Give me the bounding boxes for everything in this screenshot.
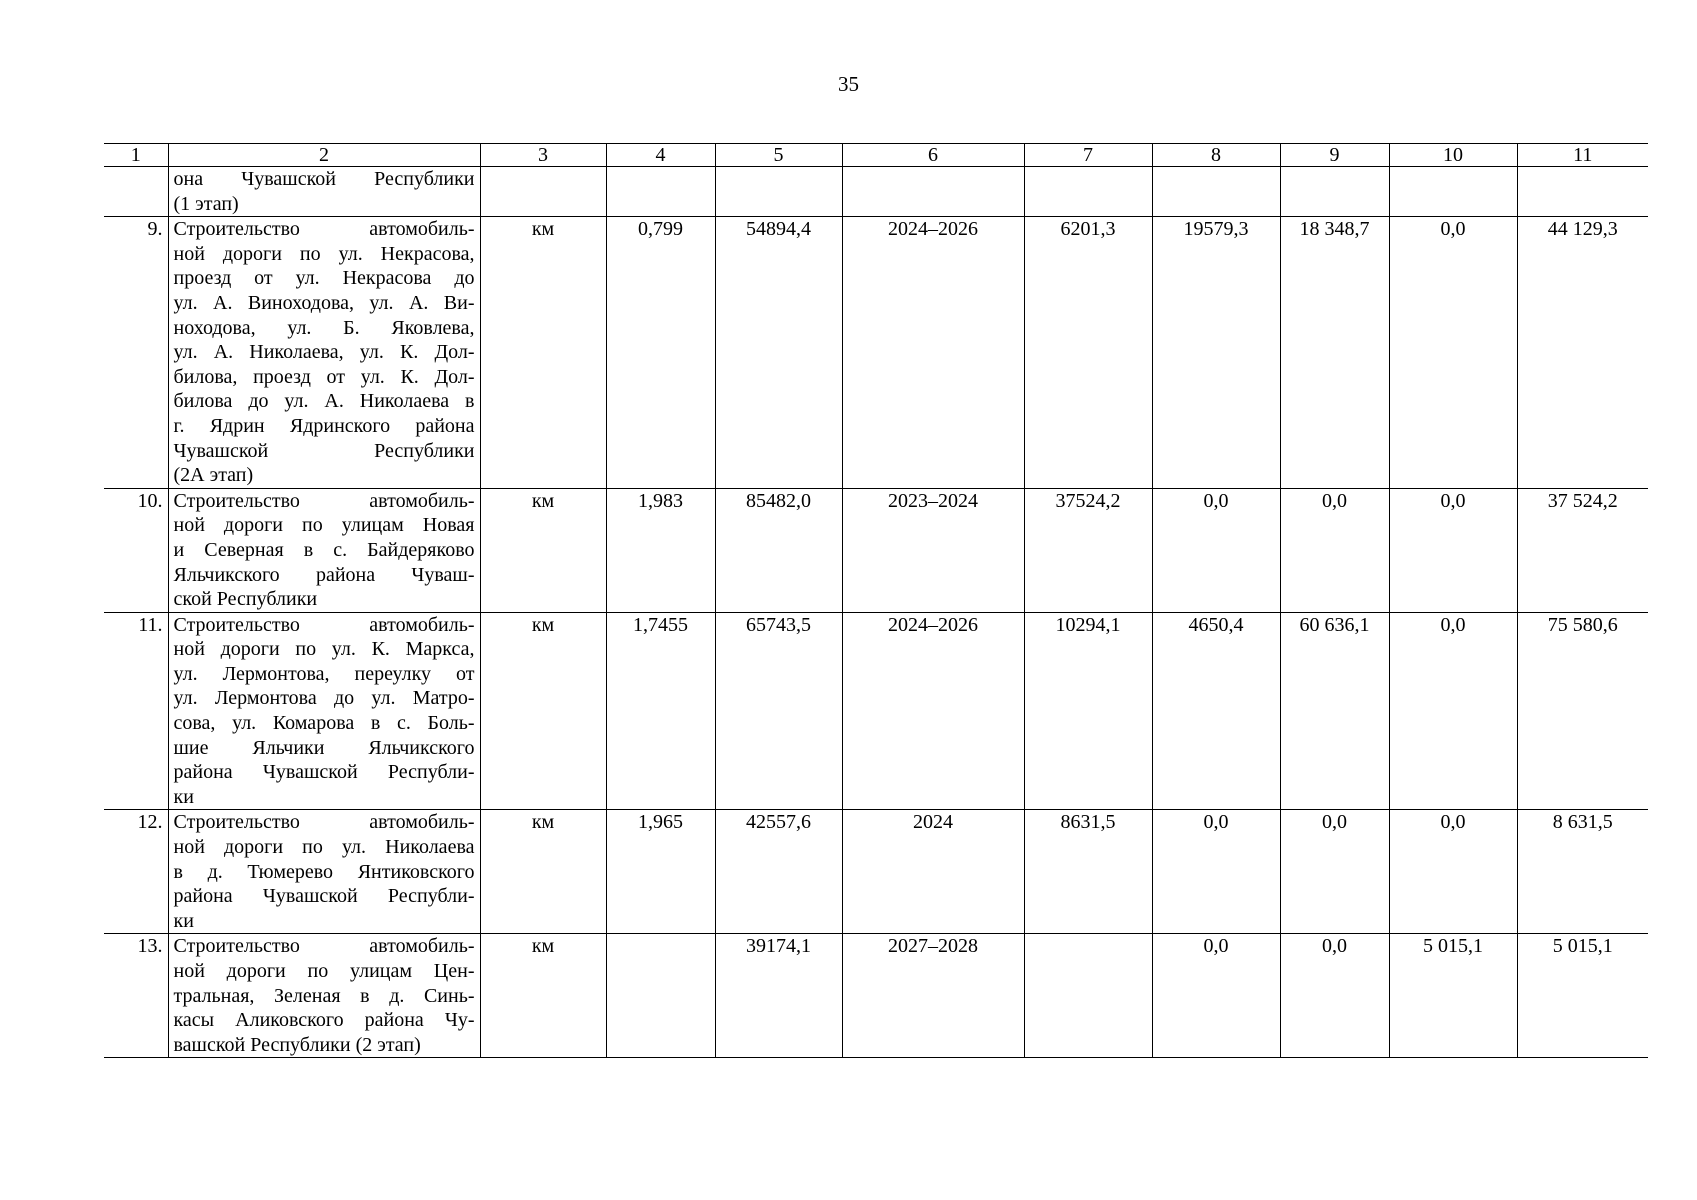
object-name bbox=[168, 612, 480, 810]
object-name-line: ул. А. Виноходова, ул. А. Ви- bbox=[173, 291, 475, 314]
col10-cell bbox=[1389, 167, 1517, 217]
col8-cell: 19579,3 bbox=[1152, 217, 1280, 489]
object-name-line: в д. Тюмерево Янтиковского bbox=[173, 860, 475, 883]
object-name-line: (1 этап) bbox=[173, 192, 239, 215]
object-name-line: касы Аликовского района Чу- bbox=[173, 1009, 475, 1032]
period-cell bbox=[842, 167, 1024, 217]
col8-cell: 0,0 bbox=[1152, 488, 1280, 612]
column-header-8: 8 bbox=[1152, 144, 1280, 167]
row-number: 11. bbox=[104, 612, 168, 810]
col11-cell: 37 524,2 bbox=[1517, 488, 1648, 612]
col8-cell bbox=[1152, 167, 1280, 217]
cost-cell: 85482,0 bbox=[715, 488, 842, 612]
unit-cell: км bbox=[480, 810, 606, 934]
cost-cell: 42557,6 bbox=[715, 810, 842, 934]
length-cell bbox=[606, 167, 715, 217]
cost-cell bbox=[715, 167, 842, 217]
unit-cell: км bbox=[480, 217, 606, 489]
column-header-9: 9 bbox=[1280, 144, 1389, 167]
col11-cell: 5 015,1 bbox=[1517, 934, 1648, 1058]
column-header-6: 6 bbox=[842, 144, 1024, 167]
table-row bbox=[104, 217, 1648, 489]
object-name-line: ной дороги по улицам Новая bbox=[173, 514, 475, 537]
col7-cell bbox=[1024, 167, 1152, 217]
object-name-line: ной дороги по ул. Николаева bbox=[173, 836, 475, 859]
period-cell: 2027–2028 bbox=[842, 934, 1024, 1058]
object-name-line: ноходова, ул. Б. Яковлева, bbox=[173, 316, 475, 339]
unit-cell: км bbox=[480, 612, 606, 810]
object-name-line: района Чувашской Республи- bbox=[173, 761, 475, 784]
col8-cell: 4650,4 bbox=[1152, 612, 1280, 810]
unit-cell bbox=[480, 167, 606, 217]
object-name-line: она Чувашской Республики bbox=[173, 168, 475, 190]
object-name-line: ной дороги по ул. К. Маркса, bbox=[173, 638, 475, 661]
header-row bbox=[104, 144, 1648, 167]
period-cell: 2024–2026 bbox=[842, 612, 1024, 810]
object-name-line: шие Яльчики Яльчикского bbox=[173, 736, 475, 759]
object-name-line: вашской Республики (2 этап) bbox=[173, 1033, 421, 1056]
col7-cell: 8631,5 bbox=[1024, 810, 1152, 934]
table-row bbox=[104, 488, 1648, 612]
col9-cell: 0,0 bbox=[1280, 934, 1389, 1058]
object-name-line: ул. Лермонтова, переулку от bbox=[173, 662, 475, 685]
object-name bbox=[168, 167, 480, 217]
length-cell: 0,799 bbox=[606, 217, 715, 489]
col7-cell bbox=[1024, 934, 1152, 1058]
unit-cell: км bbox=[480, 488, 606, 612]
data-table bbox=[104, 143, 1648, 1058]
object-name bbox=[168, 810, 480, 934]
object-name-line: тральная, Зеленая в д. Синь- bbox=[173, 984, 475, 1007]
table-body bbox=[104, 167, 1648, 1058]
object-name-line: ской Республики bbox=[173, 588, 318, 611]
object-name-line: ки bbox=[173, 909, 194, 932]
column-header-4: 4 bbox=[606, 144, 715, 167]
object-name-line: ной дороги по ул. Некрасова, bbox=[173, 242, 475, 265]
length-cell: 1,965 bbox=[606, 810, 715, 934]
col11-cell: 8 631,5 bbox=[1517, 810, 1648, 934]
col9-cell bbox=[1280, 167, 1389, 217]
column-header-3: 3 bbox=[480, 144, 606, 167]
page-number: 35 bbox=[838, 72, 859, 96]
column-header-2: 2 bbox=[168, 144, 480, 167]
object-name-line: Чувашской Республики bbox=[173, 439, 475, 462]
col11-cell: 44 129,3 bbox=[1517, 217, 1648, 489]
object-name-line: Яльчикского района Чуваш- bbox=[173, 563, 475, 586]
col9-cell: 0,0 bbox=[1280, 488, 1389, 612]
table-row bbox=[104, 934, 1648, 1058]
row-number: 10. bbox=[104, 488, 168, 612]
col10-cell: 0,0 bbox=[1389, 217, 1517, 489]
length-cell: 1,7455 bbox=[606, 612, 715, 810]
col9-cell: 0,0 bbox=[1280, 810, 1389, 934]
col10-cell: 0,0 bbox=[1389, 488, 1517, 612]
cost-cell: 39174,1 bbox=[715, 934, 842, 1058]
object-name-line: Строительство автомобиль- bbox=[173, 613, 475, 636]
object-name-line: билова до ул. А. Николаева в bbox=[173, 390, 475, 413]
object-name-line: Строительство автомобиль- bbox=[173, 218, 475, 241]
object-name bbox=[168, 488, 480, 612]
length-cell: 1,983 bbox=[606, 488, 715, 612]
col9-cell: 60 636,1 bbox=[1280, 612, 1389, 810]
object-name-line: ной дороги по улицам Цен- bbox=[173, 960, 475, 982]
col7-cell: 37524,2 bbox=[1024, 488, 1152, 612]
length-cell bbox=[606, 934, 715, 1058]
col10-cell: 0,0 bbox=[1389, 612, 1517, 810]
period-cell: 2024 bbox=[842, 810, 1024, 934]
object-name-line: сова, ул. Комарова в с. Боль- bbox=[173, 712, 475, 735]
object-name-line: г. Ядрин Ядринского района bbox=[173, 414, 475, 437]
object-name-line: района Чувашской Республи- bbox=[173, 885, 475, 908]
object-name-line: ул. А. Николаева, ул. К. Дол- bbox=[173, 341, 475, 364]
column-header-11: 11 bbox=[1517, 144, 1648, 167]
col8-cell: 0,0 bbox=[1152, 810, 1280, 934]
object-name-line: ул. Лермонтова до ул. Матро- bbox=[173, 687, 475, 710]
col9-cell: 18 348,7 bbox=[1280, 217, 1389, 489]
period-cell: 2024–2026 bbox=[842, 217, 1024, 489]
cost-cell: 65743,5 bbox=[715, 612, 842, 810]
table-row bbox=[104, 167, 1648, 217]
row-number: 12. bbox=[104, 810, 168, 934]
table-row bbox=[104, 810, 1648, 934]
column-header-7: 7 bbox=[1024, 144, 1152, 167]
object-name-line: Строительство автомобиль- bbox=[173, 811, 475, 834]
col7-cell: 6201,3 bbox=[1024, 217, 1152, 489]
table-row bbox=[104, 612, 1648, 810]
object-name-line: и Северная в с. Байдеряково bbox=[173, 538, 475, 561]
object-name-line: билова, проезд от ул. К. Дол- bbox=[173, 365, 475, 388]
object-name-line: (2А этап) bbox=[173, 464, 254, 487]
object-name-line: Строительство автомобиль- bbox=[173, 489, 475, 512]
column-header-10: 10 bbox=[1389, 144, 1517, 167]
row-number: 13. bbox=[104, 934, 168, 1058]
object-name-line: проезд от ул. Некрасова до bbox=[173, 267, 475, 290]
column-header-1: 1 bbox=[104, 144, 168, 167]
object-name bbox=[168, 217, 480, 489]
row-number bbox=[104, 167, 168, 217]
period-cell: 2023–2024 bbox=[842, 488, 1024, 612]
object-name-line: ки bbox=[173, 785, 194, 808]
col10-cell: 5 015,1 bbox=[1389, 934, 1517, 1058]
col11-cell: 75 580,6 bbox=[1517, 612, 1648, 810]
object-name bbox=[168, 934, 480, 1058]
table-header bbox=[104, 144, 1648, 167]
cost-cell: 54894,4 bbox=[715, 217, 842, 489]
column-header-5: 5 bbox=[715, 144, 842, 167]
unit-cell: км bbox=[480, 934, 606, 1058]
col8-cell: 0,0 bbox=[1152, 934, 1280, 1058]
col11-cell bbox=[1517, 167, 1648, 217]
col7-cell: 10294,1 bbox=[1024, 612, 1152, 810]
object-name-line: Строительство автомобиль- bbox=[173, 935, 475, 958]
row-number: 9. bbox=[104, 217, 168, 489]
col10-cell: 0,0 bbox=[1389, 810, 1517, 934]
